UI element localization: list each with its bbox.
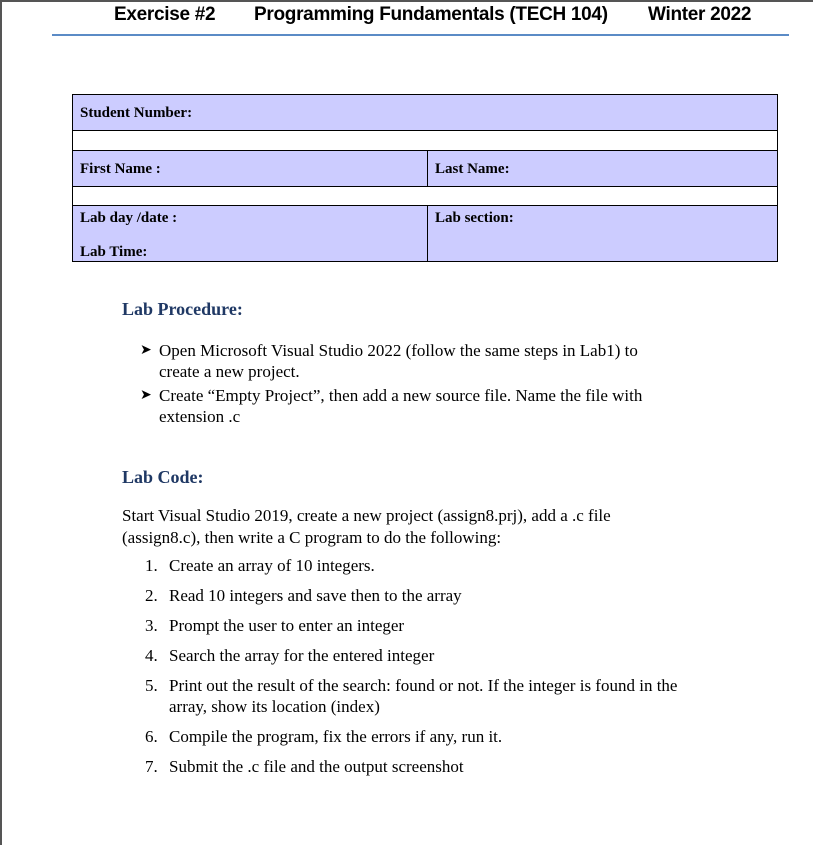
student-number-cell[interactable] [73,95,777,130]
table-spacer-row [73,187,777,206]
arrow-bullet-icon: ➤ [140,388,152,403]
term-label: Winter 2022 [648,4,752,25]
procedure-item: ➤ Open Microsoft Visual Studio 2022 (follow the same steps in Lab1) to create a new project. [140,341,638,381]
lab-section-label: Lab section: [435,210,514,226]
student-info-table [72,94,778,262]
course-title: Programming Fundamentals (TECH 104) [254,4,608,25]
lab-code-steps [145,555,765,786]
lab-code-intro: Start Visual Studio 2019, create a new project (assign8.prj), add a .c file (assign8.c), then write a C program to do the following: [122,506,611,547]
lab-day-date-cell[interactable] [73,206,428,261]
student-number-row [73,95,777,131]
list-item: 3. Prompt the user to enter an integer [145,616,405,635]
list-item: 1. Create an array of 10 integers. [145,556,375,575]
name-row [73,151,777,187]
document-header [0,4,813,30]
header-rule [52,34,789,36]
list-item: 4. Search the array for the entered integer [145,646,435,665]
exercise-title: Exercise #2 [114,4,216,25]
last-name-label: Last Name: [435,161,510,177]
table-spacer-row [73,131,777,151]
list-item: 5. Print out the result of the search: found or not. If the integer is found in the array, show its location (index) [145,676,678,716]
list-item: 7. Submit the .c file and the output screenshot [145,757,464,776]
last-name-cell[interactable] [428,151,777,186]
procedure-list [140,340,740,430]
lab-details-row [73,206,777,261]
lab-time-label: Lab Time: [80,244,148,260]
first-name-cell[interactable] [73,151,428,186]
lab-section-cell[interactable] [428,206,777,261]
student-number-label: Student Number: [80,105,193,121]
page-top-border [0,0,813,2]
lab-code-heading: Lab Code: [122,467,204,487]
lab-day-date-label: Lab day /date : [80,210,178,226]
procedure-item: ➤ Create “Empty Project”, then add a new source file. Name the file with extension .c [140,386,643,426]
first-name-label: First Name : [80,161,161,177]
lab-procedure-heading: Lab Procedure: [122,299,243,319]
list-item: 2. Read 10 integers and save then to the array [145,586,462,605]
arrow-bullet-icon: ➤ [140,343,152,358]
list-item: 6. Compile the program, fix the errors if any, run it. [145,727,503,746]
page-left-border [0,0,2,845]
